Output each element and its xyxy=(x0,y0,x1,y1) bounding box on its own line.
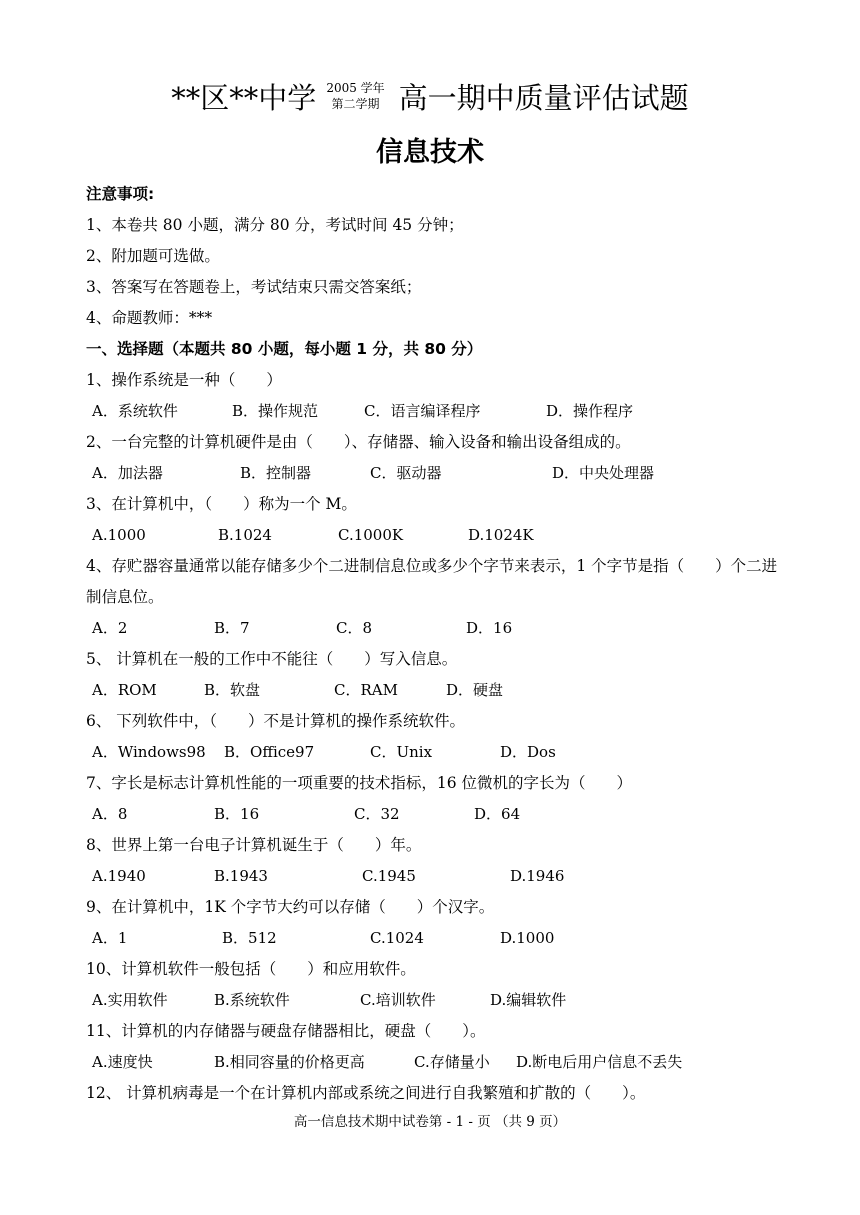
option: A．加法器 xyxy=(92,464,163,482)
question-text: 8、世界上第一台电子计算机诞生于（ ）年。 xyxy=(86,836,422,854)
page-footer: 高一信息技术期中试卷第 - 1 - 页 （共 9 页） xyxy=(293,1114,567,1130)
question-text: 5、 计算机在一般的工作中不能往（ ）写入信息。 xyxy=(86,650,458,668)
school-name: **区**中学 xyxy=(171,81,317,115)
option: B.1943 xyxy=(214,867,268,885)
option-row xyxy=(86,613,806,644)
option: A.1940 xyxy=(92,867,146,885)
option: A．8 xyxy=(92,805,128,823)
option: D.1024K xyxy=(468,526,534,544)
option: C．驱动器 xyxy=(370,464,442,482)
option: D.断电后用户信息不丢失 xyxy=(516,1053,683,1071)
option: B．Office97 xyxy=(224,743,315,761)
academic-term xyxy=(326,80,384,112)
option: D．硬盘 xyxy=(446,681,504,699)
option: D．16 xyxy=(466,619,513,637)
option: B．16 xyxy=(214,805,260,823)
exam-content xyxy=(86,179,806,1109)
option: A．ROM xyxy=(92,681,157,699)
exam-title: 高一期中质量评估试题 xyxy=(398,81,689,115)
option-row xyxy=(86,675,806,706)
notice-item: 1、本卷共 80 小题，满分 80 分，考试时间 45 分钟； xyxy=(86,216,464,234)
question-text: 6、 下列软件中，（ ）不是计算机的操作系统软件。 xyxy=(86,712,466,730)
option: D.1000 xyxy=(500,929,555,947)
notice-heading: 注意事项: xyxy=(86,185,155,203)
question-text: 10、计算机软件一般包括（ ）和应用软件。 xyxy=(86,960,416,978)
option: C．32 xyxy=(354,805,400,823)
option: B.系统软件 xyxy=(214,991,290,1009)
semester: 第二学期 xyxy=(331,97,380,111)
option: C.存储量小 xyxy=(414,1053,490,1071)
option: C.培训软件 xyxy=(360,991,436,1009)
option: D．Dos xyxy=(500,743,556,761)
section-heading: 一、选择题（本题共 80 小题，每小题 1 分，共 80 分） xyxy=(86,340,483,358)
option: A.实用软件 xyxy=(92,991,168,1009)
option: D.1946 xyxy=(510,867,565,885)
option: D．64 xyxy=(474,805,521,823)
option: C．8 xyxy=(336,619,373,637)
option: A．1 xyxy=(92,929,128,947)
option-row xyxy=(86,861,806,892)
option: C.1945 xyxy=(362,867,416,885)
option: D．中央处理器 xyxy=(552,464,655,482)
option-row xyxy=(86,985,806,1016)
option: A．Windows98 xyxy=(92,743,206,761)
option: B．512 xyxy=(222,929,277,947)
option-row xyxy=(86,923,806,954)
option-row xyxy=(86,799,806,830)
option-row xyxy=(86,520,806,551)
option: B．7 xyxy=(214,619,250,637)
question-text: 9、在计算机中，1K 个字节大约可以存储（ ）个汉字。 xyxy=(86,898,495,916)
question-text: 3、在计算机中，（ ）称为一个 M。 xyxy=(86,495,357,513)
option: C．语言编译程序 xyxy=(364,402,481,420)
option: D．操作程序 xyxy=(546,402,634,420)
question-text: 7、字长是标志计算机性能的一项重要的技术指标，16 位微机的字长为（ ） xyxy=(86,774,633,792)
option: B．操作规范 xyxy=(232,402,319,420)
option: C.1000K xyxy=(338,526,404,544)
question-text: 2、一台完整的计算机硬件是由（ ）、存储器、输入设备和输出设备组成的。 xyxy=(86,433,631,451)
question-text: 1、操作系统是一种（ ） xyxy=(86,371,282,389)
notice-item: 4、命题教师：*** xyxy=(86,309,213,327)
option: A.1000 xyxy=(92,526,146,544)
option-row xyxy=(86,1047,806,1078)
question-text: 12、 计算机病毒是一个在计算机内部或系统之间进行自我繁殖和扩散的（ ）。 xyxy=(86,1084,646,1102)
notice-item: 3、答案写在答题卷上，考试结束只需交答案纸； xyxy=(86,278,422,296)
option: C．Unix xyxy=(370,743,433,761)
option: A．系统软件 xyxy=(92,402,178,420)
notice-item: 2、附加题可选做。 xyxy=(86,247,220,265)
option: B．控制器 xyxy=(240,464,312,482)
option-row xyxy=(86,737,806,768)
question-text: 11、计算机的内存储器与硬盘存储器相比，硬盘（ ）。 xyxy=(86,1022,486,1040)
option: B．软盘 xyxy=(204,681,261,699)
option: A．2 xyxy=(92,619,128,637)
academic-year: 2005 学年 xyxy=(326,81,385,95)
option-row xyxy=(86,458,806,489)
subject-title: 信息技术 xyxy=(376,137,484,168)
option-row xyxy=(86,396,806,427)
option: B.1024 xyxy=(218,526,272,544)
exam-header xyxy=(0,80,860,116)
option: C.1024 xyxy=(370,929,424,947)
option: D.编辑软件 xyxy=(490,991,567,1009)
question-text: 4、存贮器容量通常以能存储多少个二进制信息位或多少个字节来表示，1 个字节是指（ ）个二进制信息位。 xyxy=(86,557,778,606)
option: A.速度快 xyxy=(92,1053,153,1071)
option: B.相同容量的价格更高 xyxy=(214,1053,365,1071)
option: C．RAM xyxy=(334,681,398,699)
